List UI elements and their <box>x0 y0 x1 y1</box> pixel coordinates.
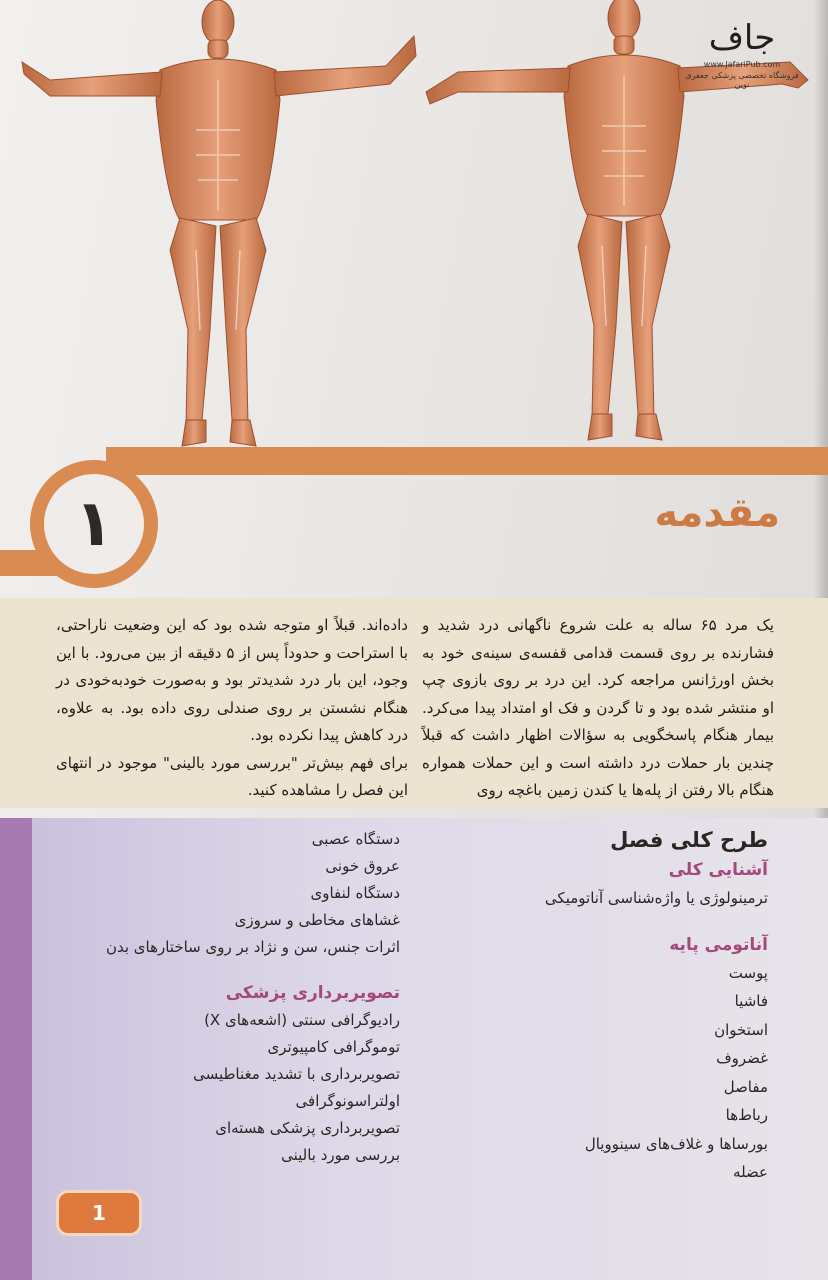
page-number-badge <box>56 1190 142 1236</box>
chapter-number: ۱ <box>74 487 114 561</box>
logo-subtitle: فروشگاه تخصصی پزشکی جعفری نوین <box>685 71 799 89</box>
intro-column-right <box>422 612 774 805</box>
chapter-number-badge <box>30 460 158 588</box>
outline-side-stripe <box>0 818 32 1280</box>
outline-item: اولتراسونوگرافی <box>295 1092 400 1110</box>
outline-item: مفاصل <box>723 1077 768 1096</box>
publisher-logo <box>682 18 802 98</box>
outline-item: بررسی مورد بالینی <box>281 1146 400 1164</box>
outline-item: عروق خونی <box>325 857 400 875</box>
outline-item: بورساها و غلاف‌های سینوویال <box>584 1134 768 1153</box>
intro-paragraph: برای فهم بیش‌تر "بررسی مورد بالینی" موجود در انتهای این فصل را مشاهده کنید. <box>56 753 408 799</box>
outline-item: تصویربرداری با تشدید مغناطیسی <box>193 1065 400 1083</box>
intro-paragraph: داده‌اند. قبلاً او متوجه شده بود که این وضعیت ناراحتی، با استراحت و حدوداً پس از ۵ دقیقه از بین می‌رود. با این وجود، این بار درد شدیدتر بود و به‌صورت خودبه‌خودی در هنگام نشستن بر روی صندلی روی داده بود. به علاوه، درد کاهش پیدا نکرده بود. <box>56 616 408 744</box>
outline-heading: طرح کلی فصل <box>610 828 768 852</box>
outline-item: عضله <box>733 1163 768 1181</box>
outline-item: رباط‌ها <box>725 1106 768 1124</box>
outline-item: دستگاه عصبی <box>311 830 400 848</box>
outline-item: دستگاه لنفاوی <box>310 884 400 902</box>
logo-url: www.JafariPub.com <box>703 60 781 69</box>
page-number: 1 <box>92 1201 106 1225</box>
outline-item: فاشیا <box>734 992 768 1010</box>
outline-column-right <box>408 828 768 1187</box>
outline-item: ترمینولوژی یا واژه‌شناسی آناتومیکی <box>544 889 768 907</box>
outline-item: غشاهای مخاطی و سروزی <box>234 911 400 929</box>
outline-item: رادیوگرافی سنتی (اشعه‌های X) <box>204 1011 400 1029</box>
intro-column-left <box>56 612 408 805</box>
logo-mark: جاف <box>708 18 776 58</box>
outline-item: اثرات جنس، سن و نژاد بر روی ساختارهای بدن <box>105 938 400 956</box>
intro-paragraph: یک مرد ۶۵ ساله به علت شروع ناگهانی درد شدید و فشارنده بر روی قسمت قدامی قفسه‌ی سینه‌ی خود به بخش اورژانس مراجعه کرد. این درد بر روی بازوی چپ او منتشر شده بود و تا گردن و فک او امتداد پیدا می‌کرد. بیمار هنگام پاسخگویی به سؤالات اظهار داشت که قبلاً چندین بار حملات درد داشته است و این حملات همواره هنگام بالا رفتن از پله‌ها یا کندن زمین باغچه روی <box>422 616 774 799</box>
outline-item: توموگرافی کامپیوتری <box>267 1038 400 1056</box>
chapter-band-top <box>106 447 828 475</box>
outline-item: غضروف <box>716 1049 768 1067</box>
chapter-title: مقدمه <box>654 490 780 536</box>
outline-item: استخوان <box>714 1020 768 1039</box>
outline-item: پوست <box>728 963 768 982</box>
section-heading: تصویربرداری پزشکی <box>225 983 400 1003</box>
anatomy-figure-left <box>10 0 420 452</box>
section-heading: آشنایی کلی <box>668 860 768 880</box>
outline-item: تصویربرداری پزشکی هسته‌ای <box>215 1119 400 1137</box>
outline-column-left <box>40 826 400 1169</box>
section-heading: آناتومی پایه <box>669 934 768 955</box>
